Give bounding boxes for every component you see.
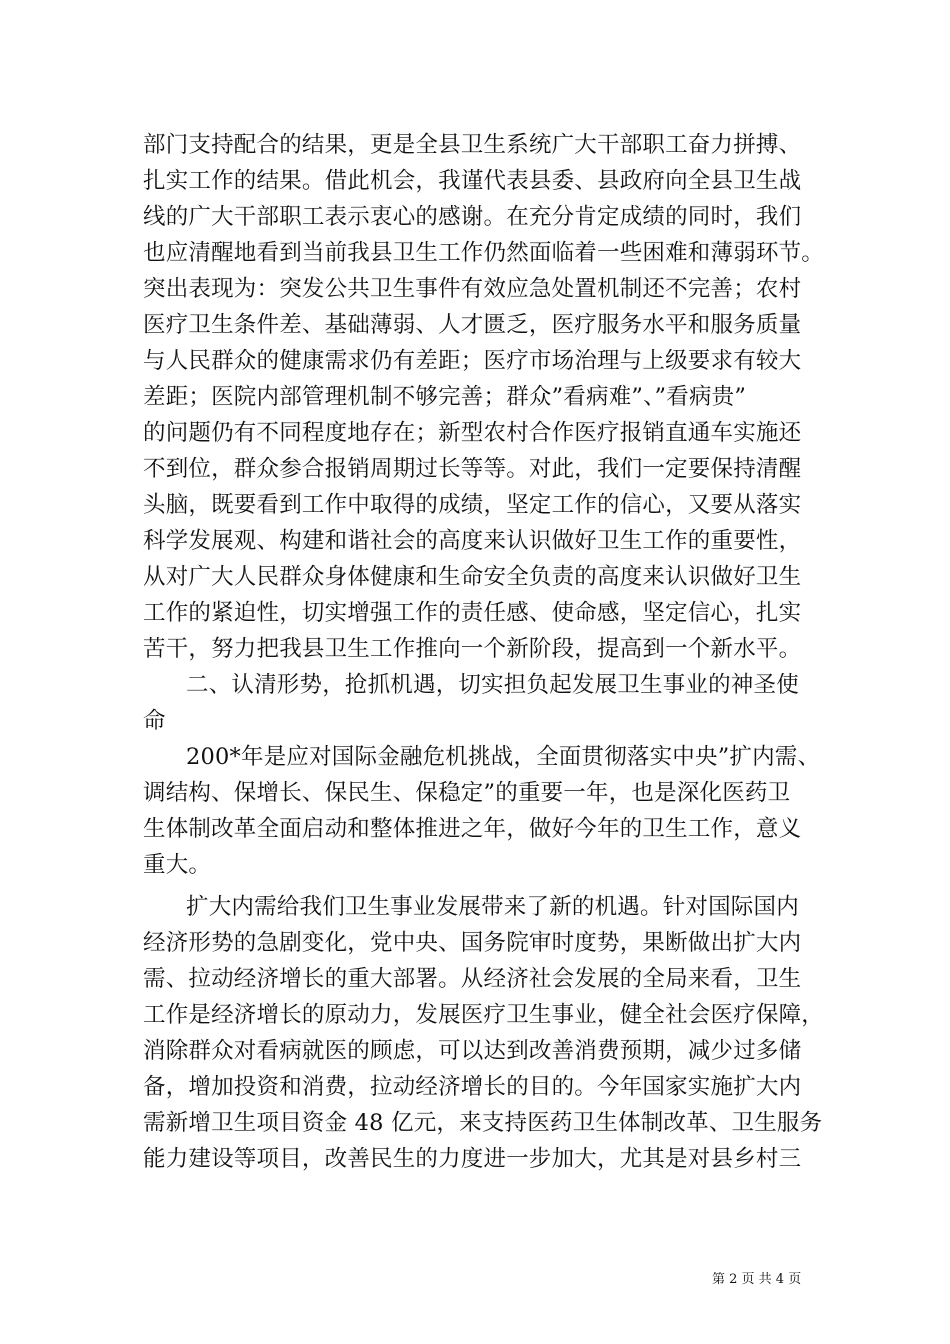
body-text-line: 苦干，努力把我县卫生工作推向一个新阶段，提高到一个新水平。 [143, 636, 802, 662]
body-text-line: 需、拉动经济增长的重大部署。从经济社会发展的全局来看，卫生 [143, 966, 802, 992]
body-text-line: 扎实工作的结果。借此机会，我谨代表县委、县政府向全县卫生战 [143, 168, 802, 194]
body-text-line: 工作是经济增长的原动力，发展医疗卫生事业，健全社会医疗保障， [143, 1002, 825, 1028]
body-text-line: 差距；医院内部管理机制不够完善；群众”看病难”、”看病贵” [143, 384, 747, 410]
body-text-line: 从对广大人民群众身体健康和生命安全负责的高度来认识做好卫生 [143, 564, 802, 590]
body-text-line: 重大。 [143, 852, 212, 878]
body-text-line: 调结构、保增长、保民生、保稳定”的重要一年，也是深化医药卫 [143, 780, 791, 806]
body-text-line: 扩大内需给我们卫生事业发展带来了新的机遇。针对国际国内 [186, 894, 799, 920]
body-text-line: 需新增卫生项目资金 48 亿元，来支持医药卫生体制改革、卫生服务 [143, 1110, 823, 1136]
body-text-line: 200*年是应对国际金融危机挑战，全面贯彻落实中央”扩内需、 [186, 744, 821, 770]
body-text-line: 的问题仍有不同程度地存在；新型农村合作医疗报销直通车实施还 [143, 420, 802, 446]
page-number-footer: 第 2 页 共 4 页 [712, 1272, 802, 1287]
body-text-line: 也应清醒地看到当前我县卫生工作仍然面临着一些困难和薄弱环节。 [143, 240, 825, 266]
body-text-line: 医疗卫生条件差、基础薄弱、人才匮乏，医疗服务水平和服务质量 [143, 312, 802, 338]
body-text-line: 生体制改革全面启动和整体推进之年，做好今年的卫生工作，意义 [143, 816, 802, 842]
section-heading: 二、认清形势，抢抓机遇，切实担负起发展卫生事业的神圣使 [186, 672, 799, 698]
body-text-line: 不到位，群众参合报销周期过长等等。对此，我们一定要保持清醒 [143, 456, 802, 482]
body-text-line: 部门支持配合的结果，更是全县卫生系统广大干部职工奋力拼搏、 [143, 132, 802, 158]
body-text-line: 头脑，既要看到工作中取得的成绩，坚定工作的信心，又要从落实 [143, 492, 802, 518]
body-text-line: 经济形势的急剧变化，党中央、国务院审时度势，果断做出扩大内 [143, 930, 802, 956]
body-text-line: 与人民群众的健康需求仍有差距；医疗市场治理与上级要求有较大 [143, 348, 802, 374]
body-text-line: 备，增加投资和消费，拉动经济增长的目的。今年国家实施扩大内 [143, 1074, 802, 1100]
body-text-line: 工作的紧迫性，切实增强工作的责任感、使命感，坚定信心，扎实 [143, 600, 802, 626]
body-text-line: 突出表现为：突发公共卫生事件有效应急处置机制还不完善；农村 [143, 276, 802, 302]
body-text-line: 科学发展观、构建和谐社会的高度来认识做好卫生工作的重要性， [143, 528, 802, 554]
section-heading-continuation: 命 [143, 708, 166, 734]
body-text-line: 线的广大干部职工表示衷心的感谢。在充分肯定成绩的同时，我们 [143, 204, 802, 230]
body-text-line: 消除群众对看病就医的顾虑，可以达到改善消费预期，减少过多储 [143, 1038, 802, 1064]
body-text-line: 能力建设等项目，改善民生的力度进一步加大，尤其是对县乡村三 [143, 1146, 802, 1172]
